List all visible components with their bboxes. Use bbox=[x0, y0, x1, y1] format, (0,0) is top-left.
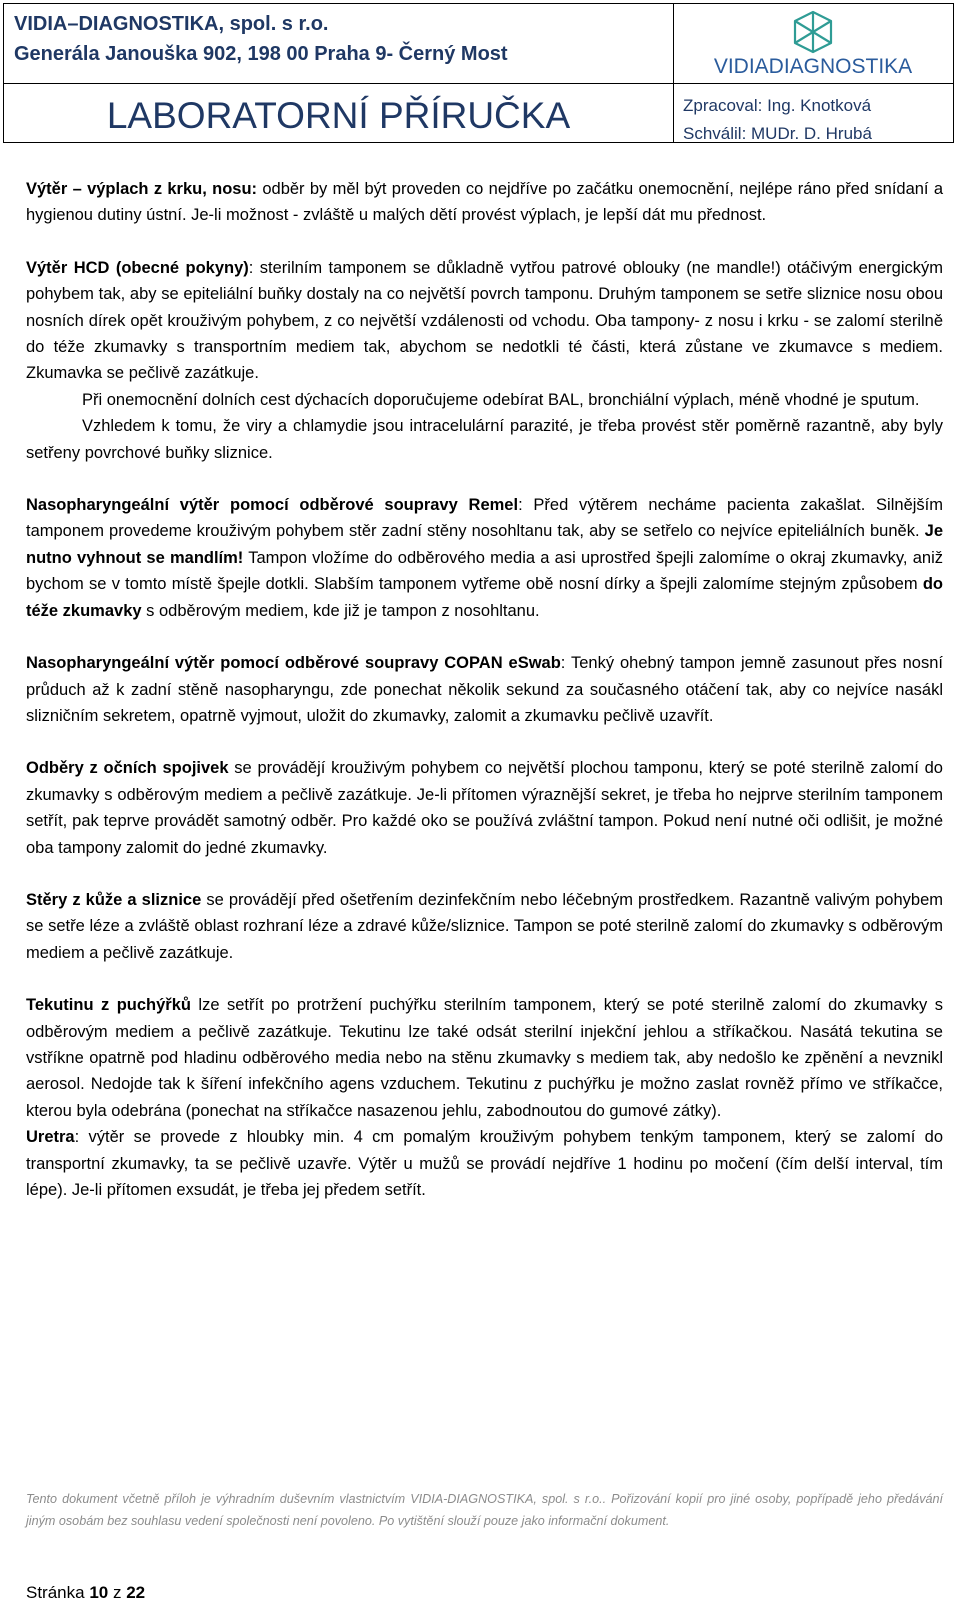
paragraph-text: se provádějí krouživým pohybem co největší plochou tamponu, který se poté sterilně zalomí do zkumavky s odběrovým mediem a pečlivě zazátkuje. Je-li přítomen výraznější sekret, je třeba ho nejprve sterilním tamponem setřít, pak teprve provádět samotný odběr. Pro každé oko se používá zvláštní tampon. Pokud není nutné oči odlišit, je možné oba tampony zalomit do jedné zkumavky. bbox=[26, 759, 943, 857]
company-block bbox=[14, 9, 508, 69]
paragraph-text: : Tenký ohebný tampon jemně zasunout přes nosní průduch až k zadní stěně nasopharyngu, zde ponechat několik sekund za současného otáčení tak, aby co nejvíce nasákl slizničním sekretem, opatrně vyjmout, uložit do zkumavky, zalomit a zkumavku pečlivě uzavřít. bbox=[26, 654, 943, 725]
page-total: 22 bbox=[126, 1583, 146, 1602]
paragraph-viruses-chlamydia: Vzhledem k tomu, že viry a chlamydie jsou intracelulární parazité, je třeba provést stěr poměrně razantně, aby byly setřeny povrchové buňky sliznice. bbox=[26, 417, 943, 462]
paragraph-text: odběr by měl být proveden co nejdříve po začátku onemocnění, nejlépe ráno před snídaní a hygienou dutiny ústní. Je-li možnost - zvláště u malých dětí provést výplach, je lepší dát mu přednost. bbox=[26, 180, 943, 225]
paragraph-heading: Tekutinu z puchýřků bbox=[26, 996, 191, 1015]
paragraph-text: : Před výtěrem necháme pacienta zakašlat. Silnějším tamponem provedeme krouživým pohybem stěr zadní stěny nosohltanu tak, aby se setřelo co nejvíce epiteliálních buněk. bbox=[26, 496, 943, 541]
document-approval bbox=[683, 92, 872, 148]
company-name: VIDIA–DIAGNOSTIKA, spol. s r.o. bbox=[14, 13, 329, 35]
paragraph-heading: Odběry z očních spojivek bbox=[26, 759, 229, 778]
paragraph-text: se provádějí před ošetřením dezinfekčním nebo léčebným prostředkem. Razantně valivým pohybem se setře léze a zvláště oblast rozhraní léze a zdravé kůže/sliznice. Tampon se poté sterilně zalomí do zkumavky s odběrovým mediem a pečlivě zazátkuje. bbox=[26, 890, 943, 962]
paragraph-text: : výtěr se provede z hloubky min. 4 cm pomalým krouživým pohybem tenkým tamponem, který se zalomí do transportní zkumavky, ta se pečlivě uzavře. Výtěr u mužů se provádí nejdříve 1 hodinu po močení (čím delší interval, tím lépe). Je-li přítomen exsudát, je třeba jej předem setřít. bbox=[26, 1128, 943, 1199]
approved-by: Schválil: MUDr. D. Hrubá bbox=[683, 124, 872, 143]
paragraph-emphasis: do téže zkumavky bbox=[26, 575, 943, 620]
paragraph-heading: Uretra bbox=[26, 1128, 75, 1147]
paragraph-skin-mucosa bbox=[26, 887, 943, 966]
paragraph-heading: Výtěr – výplach z krku, nosu: bbox=[26, 180, 258, 198]
paragraph-remel-swab bbox=[26, 492, 943, 624]
paragraph-text: lze setřít po protržení puchýřku sterilním tamponem, který se poté sterilně zalomí do zkumavky s odběrovým mediem a pečlivě zazátkuje. Tekutinu lze také odsát sterilní injekční jehlou a stříkačkou. Nasátá tekutina se vstříkne opatrně pod hladinu odběrového media nebo na stěnu zkumavky s mediem tak, aby nedošlo ke zpěnění a nevznikl aerosol. Nedojde tak k šíření infekčního agens vzduchem. Tekutinu z puchýřku je možno zaslat rovněž přímo ve stříkačce, kterou byla odebrána (ponechat na stříkačce nasazenou jehlu, zabodnoutou do gumové zátky). bbox=[26, 996, 943, 1120]
document-body bbox=[26, 176, 943, 1203]
paragraph-conjunctiva bbox=[26, 755, 943, 861]
company-logo bbox=[680, 8, 946, 82]
paragraph-throat-nose-swab bbox=[26, 176, 943, 229]
header-divider-horizontal-right bbox=[673, 83, 954, 84]
paragraph-hcd-swab bbox=[26, 255, 943, 387]
page-current: 10 bbox=[89, 1583, 109, 1602]
logo-hexagon-icon bbox=[767, 10, 859, 56]
document-header bbox=[3, 3, 954, 143]
page-number bbox=[26, 1583, 145, 1603]
paragraph-heading: Nasopharyngeální výtěr pomocí odběrové soupravy COPAN eSwab bbox=[26, 654, 561, 673]
paragraph-blister-fluid bbox=[26, 992, 943, 1124]
paragraph-lower-respiratory: Při onemocnění dolních cest dýchacích doporučujeme odebírat BAL, bronchiální výplach, méně vhodné je sputum. bbox=[82, 390, 920, 409]
company-address: Generála Janouška 902, 198 00 Praha 9- Černý Most bbox=[14, 43, 508, 65]
header-divider-vertical bbox=[673, 4, 674, 142]
header-divider-horizontal bbox=[4, 83, 673, 84]
paragraph-warning: Je nutno vyhnout se mandlím! bbox=[26, 522, 943, 567]
paragraph-text: Tampon vložíme do odběrového media a asi uprostřed špejli zalomíme o okraj zkumavky, aniž bychom se v tomto místě špejle dotkli. Slabším tamponem vytřeme obě nosní dírky a špejli zalomíme stejným způsobem bbox=[26, 548, 944, 594]
paragraph-text: s odběrovým mediem, kde již je tampon z nosohltanu. bbox=[141, 601, 540, 620]
paragraph-heading: Stěry z kůže a sliznice bbox=[26, 890, 202, 909]
paragraph-heading: Výtěr HCD (obecné pokyny) bbox=[26, 258, 249, 277]
paragraph-copan-swab bbox=[26, 650, 943, 729]
prepared-by: Zpracoval: Ing. Knotková bbox=[683, 96, 872, 115]
document-title: LABORATORNÍ PŘÍRUČKA bbox=[106, 95, 571, 136]
page-label: Stránka bbox=[26, 1583, 90, 1602]
paragraph-urethra bbox=[26, 1124, 943, 1203]
paragraph-heading: Nasopharyngeální výtěr pomocí odběrové soupravy Remel bbox=[26, 496, 519, 515]
page-separator: z bbox=[108, 1583, 127, 1602]
copyright-notice: Tento dokument včetně příloh je výhradním duševním vlastnictvím VIDIA-DIAGNOSTIKA, spol. s r.o.. Pořizování kopií pro jiné osoby, popřípadě jeho předávání jiným osobám bez souhlasu vedení společnosti není povoleno. Po vytištění slouží pouze jako informační dokument. bbox=[26, 1492, 943, 1528]
logo-text: VIDIADIAGNOSTIKA bbox=[713, 55, 913, 78]
paragraph-text: : sterilním tamponem se důkladně vytřou patrové oblouky (ne mandle!) otáčivým energickým pohybem tak, aby se epiteliální buňky dostaly na co největší povrch tamponu. Druhým tamponem se setře sliznice nosu obou nosních dírek opět krouživým pohybem, z co největší vzdálenosti od vchodu. Oba tampony- z nosu i krku - se zalomí sterilně do téže zkumavky s transportním mediem tak, abychom se nedotkli té části, která zůstane ve zkumavce s mediem. Zkumavka se pečlivě zazátkuje. bbox=[26, 258, 943, 383]
